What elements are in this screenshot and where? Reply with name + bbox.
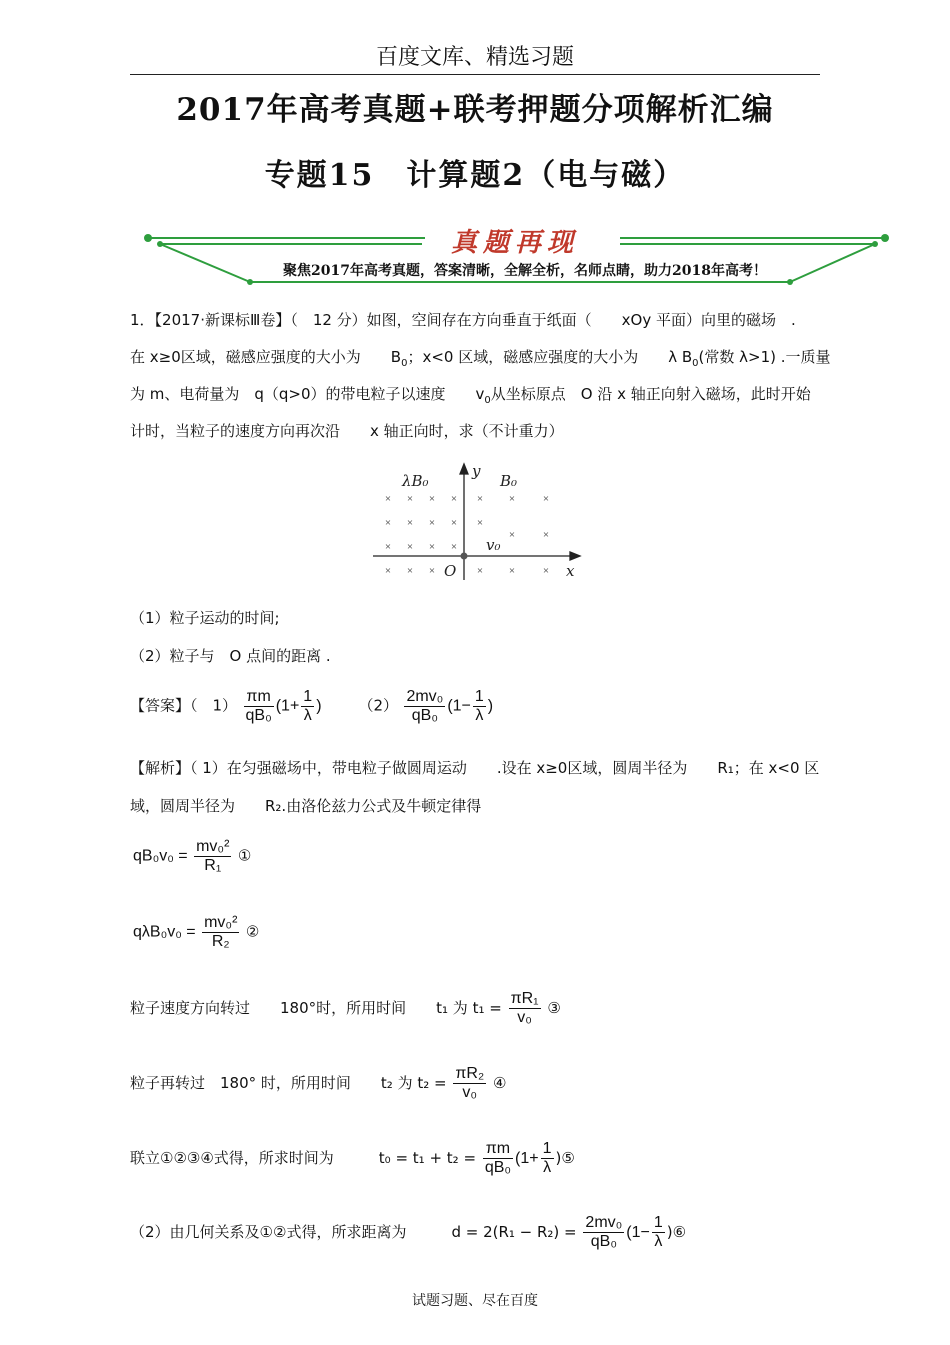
svg-text:×: ×	[428, 493, 436, 505]
problem-line-4: 计时，当粒子的速度方向再次沿 x 轴正向时，求（不计重力）	[130, 422, 564, 440]
velocity-label: v₀	[486, 536, 501, 554]
page-footer: 试题习题、尽在百度	[412, 1293, 538, 1309]
x-axis-label: x	[566, 562, 575, 580]
svg-text:×: ×	[428, 565, 436, 577]
svg-text:×: ×	[450, 493, 458, 505]
svg-text:×: ×	[450, 517, 458, 529]
left-field-label: λB₀	[402, 472, 429, 490]
svg-text:×: ×	[406, 493, 414, 505]
svg-text:×: ×	[542, 493, 550, 505]
magnetic-field-figure	[368, 462, 588, 587]
svg-text:×: ×	[476, 517, 484, 529]
question-1: （1）粒子运动的时间;	[130, 609, 280, 627]
svg-text:×: ×	[406, 565, 414, 577]
svg-text:×: ×	[384, 565, 392, 577]
svg-text:×: ×	[428, 517, 436, 529]
svg-text:×: ×	[508, 565, 516, 577]
analysis-line-2: 域，圆周半径为 R₂.由洛伦兹力公式及牛顿定律得	[130, 797, 482, 815]
analysis-line-1: 【解析】（ 1）在匀强磁场中，带电粒子做圆周运动 .设在 x≥0区域，圆周半径为 R₁；在 x<0 区	[130, 759, 820, 777]
origin-label: O	[444, 562, 457, 580]
question-2: （2）粒子与 O 点间的距离 .	[130, 647, 331, 665]
answer-1-fraction: $\frac{\pi m}{\text{qB₀}}$	[245, 688, 272, 724]
svg-text:×: ×	[384, 541, 392, 553]
answer-line: 【答案】（ 1） $\frac{\pi m}{\text{qB₀}}$ (1+ $\frac{1}{\lambda}$ ) （2） $\frac{\text{2mv₀}}{\text{qB₀}}$ (1− $\frac{1}{\lambda}$ )	[130, 688, 494, 724]
answer-2-fraction: $\frac{\text{2mv₀}}{\text{qB₀}}$	[406, 688, 444, 724]
svg-text:×: ×	[384, 517, 392, 529]
svg-text:×: ×	[476, 493, 484, 505]
equation-4: 粒子再转过 180° 时，所用时间 t₂ 为 t₂ = $\frac{\text{πR₂}}{\text{v₀}}$ ④	[130, 1065, 507, 1101]
right-field-label: B₀	[500, 472, 518, 490]
equation-5: 联立①②③④式得，所求时间为 t₀ = t₁ + t₂ = $\frac{\pi m}{\text{qB₀}}$ (1+ $\frac{1}{\lambda}$ )⑤	[130, 1140, 575, 1176]
equation-3: 粒子速度方向转过 180°时，所用时间 t₁ 为 t₁ = $\frac{\text{πR₁}}{\text{v₀}}$ ③	[130, 990, 561, 1026]
equation-1: qB₀v₀ = $\frac{\text{mv₀²}}{\text{R₁}}$ ①	[133, 838, 252, 874]
svg-text:×: ×	[508, 529, 516, 541]
banner-subtitle: 聚焦2017年高考真题，答案清晰，全解全析，名师点睛，助力2018年高考！	[283, 263, 767, 279]
svg-text:×: ×	[476, 565, 484, 577]
problem-line-1: 1．【2017·新课标Ⅲ卷】（ 12 分）如图，空间存在方向垂直于纸面（ xOy 平面）向里的磁场 .	[130, 311, 796, 329]
equation-6: （2）由几何关系及①②式得，所求距离为 d = 2(R₁ − R₂) = $\frac{\text{2mv₀}}{\text{qB₀}}$ (1− $\frac{1}{\lambda}$ )⑥	[130, 1214, 687, 1250]
banner-title: 真题再现	[450, 228, 579, 258]
svg-text:×: ×	[542, 565, 550, 577]
header-divider	[130, 74, 820, 75]
svg-text:×: ×	[406, 517, 414, 529]
svg-text:×: ×	[508, 493, 516, 505]
problem-line-3: 为 m、电荷量为 q（q>0）的带电粒子以速度 $v_0$从坐标原点 O 沿 x 轴正向射入磁场，此时开始	[130, 385, 811, 406]
svg-text:×: ×	[406, 541, 414, 553]
main-title: 2017年高考真题+联考押题分项解析汇编	[176, 92, 774, 128]
svg-text:×: ×	[450, 541, 458, 553]
svg-text:×: ×	[542, 529, 550, 541]
svg-text:×: ×	[428, 541, 436, 553]
problem-line-2: 在 x≥0区域，磁感应强度的大小为 $B_0$；x<0 区域，磁感应强度的大小为 λ $B_0$(常数 λ>1) .一质量	[130, 348, 831, 369]
y-axis-label: y	[472, 462, 481, 480]
equation-2: qλB₀v₀ = $\frac{\text{mv₀²}}{\text{R₂}}$ ②	[133, 914, 260, 950]
sub-title: 专题15 计算题2（电与磁）	[264, 158, 686, 193]
svg-text:×: ×	[384, 493, 392, 505]
page-header: 百度文库、精选习题	[375, 45, 574, 70]
